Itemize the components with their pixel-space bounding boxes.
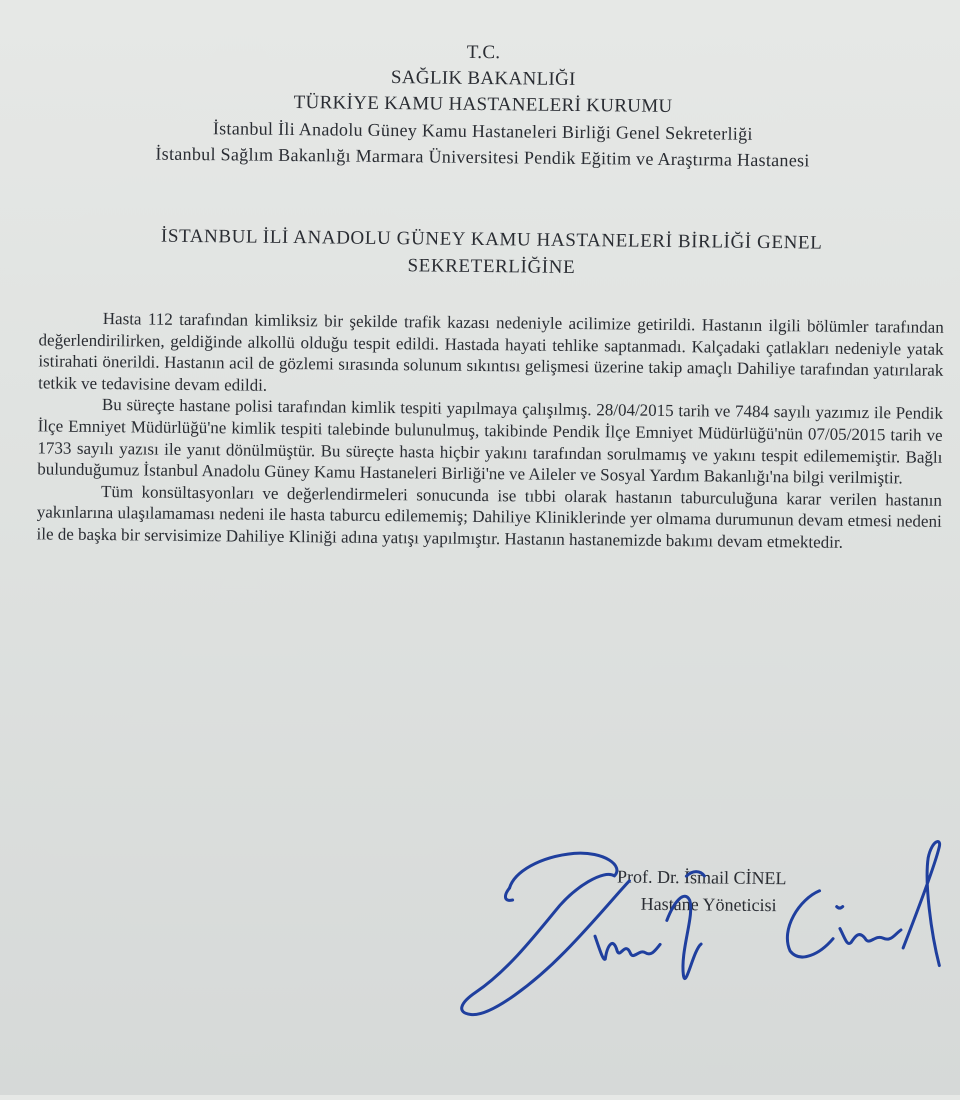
letter-body: [36, 307, 943, 554]
addressee-line-1: İSTANBUL İLİ ANADOLU GÜNEY KAMU HASTANELERİ BİRLİĞİ GENEL: [160, 225, 823, 254]
handwritten-signature: [454, 837, 956, 1032]
signatory-title: Hastane Yöneticisi: [640, 893, 777, 916]
letterhead-tc: T.C.: [466, 41, 501, 64]
paragraph-3: Tüm konsültasyonları ve değerlendirmeleri sonucunda ise tıbbi olarak hastanın taburculuğuna karar verilen hastanın yakınlarına ulaşılamaması nedeni ile hasta taburcu edilememiş; Dahiliye Kliniklerinde yer olmama durumunun devam etmesi nedeni ile de başka bir servisimize Dahiliye Kliniği adına yatışı yapılmıştır. Hastanın hastanemizde bakımı devam etmektedir.: [36, 481, 943, 552]
paragraph-1: Hasta 112 tarafından kimliksiz bir şekilde trafik kazası nedeniyle acilimize getirildi. Hastanın ilgili bölümler tarafından değerlendirilirken, geldiğinde alkollü olduğu tespit edildi. Hastada hayati tehlike saptanmadı. Kalçadaki çatlakları nedeniyle yatak istirahati önerildi. Hastanın acil de gözlemi sırasında solunum sıkıntısı gelişmesi üzerine takip amaçlı Dahiliye tarafından yatırılarak tetkik ve tedavisine devam edildi.: [38, 309, 944, 395]
addressee: [61, 222, 922, 285]
addressee-line-2: SEKRETERLİĞİNE: [407, 255, 576, 278]
letterhead-institution: TÜRKİYE KAMU HASTANELERİ KURUMU: [293, 92, 673, 117]
letterhead-union: İstanbul İli Anadolu Güney Kamu Hastaneleri Birliği Genel Sekreterliği: [212, 118, 753, 144]
letterhead: [2, 35, 960, 175]
letterhead-hospital: İstanbul Sağlım Bakanlığı Marmara Üniversitesi Pendik Eğitim ve Araştırma Hastanesi: [155, 143, 810, 171]
signatory-name: Prof. Dr. İsmail CİNEL: [616, 866, 787, 889]
paragraph-2: Bu süreçte hastane polisi tarafından kimlik tespiti yapılmaya çalışılmış. 28/04/2015 tarih ve 7484 sayılı yazımız ile Pendik İlçe Emniyet Müdürlüğü'ne kimlik tespiti talebinde bulunulmuş, takibinde Pendik İlçe Emniyet Müdürlüğü'nün 07/05/2015 tarih ve 1733 sayılı yazısı ile yanıt dönülmüştür. Bu süreçte hasta hiçbir yakını tarafından sorulmamış ve yakını tespit edilememiştir. Bağlı bulunduğumuz İstanbul Anadolu Güney Kamu Hastaneleri Birliği'ne ve Aileler ve Sosyal Yardım Bakanlığı'na bilgi verilmiştir.: [37, 395, 943, 488]
signature-strokes: [460, 842, 941, 1015]
letterhead-ministry: SAĞLIK BAKANLIĞI: [390, 67, 576, 90]
